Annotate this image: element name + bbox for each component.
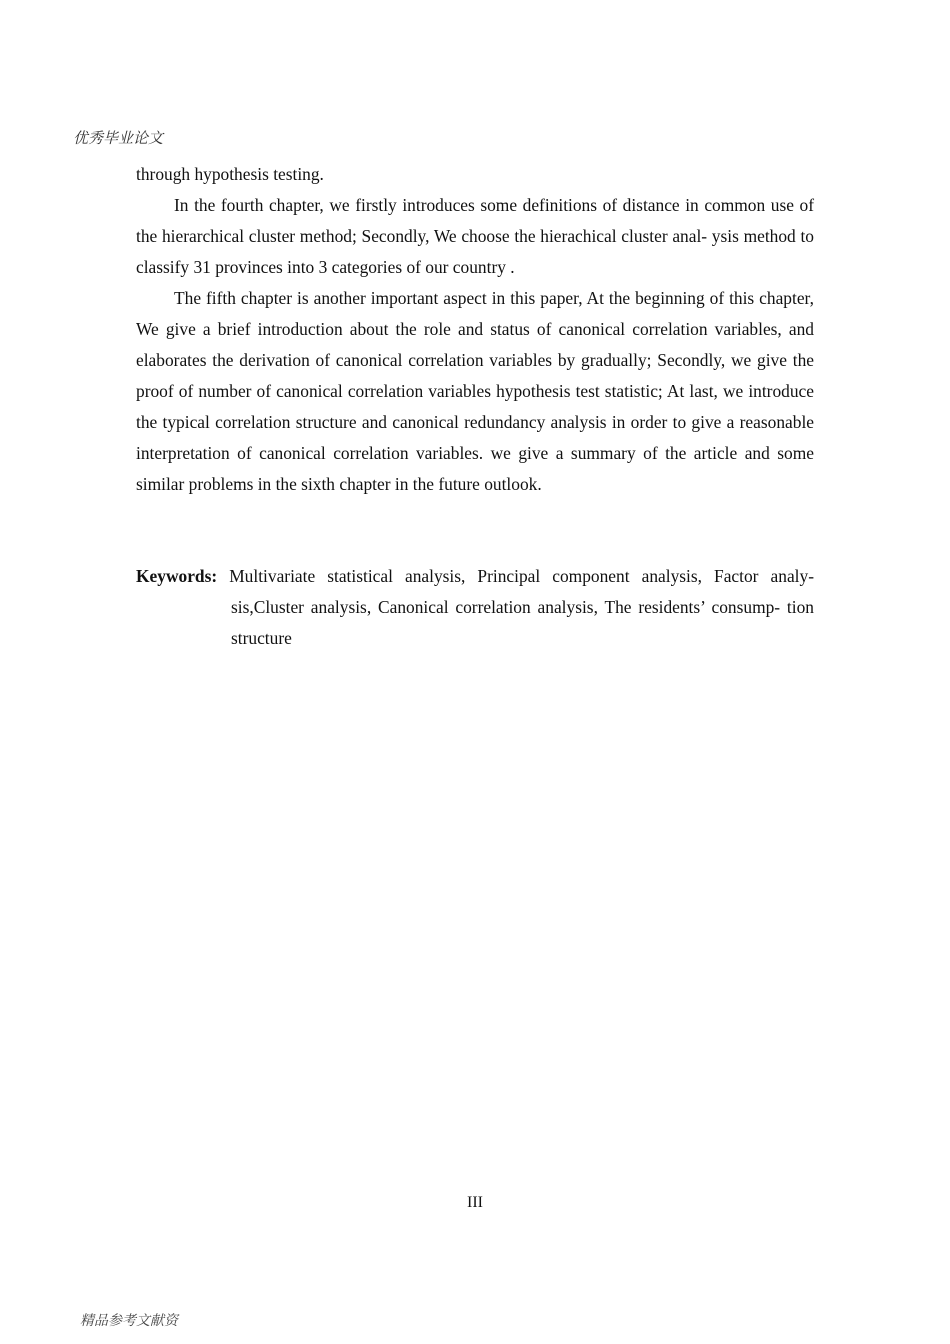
keywords-label: Keywords: bbox=[136, 566, 218, 586]
keywords-block bbox=[136, 561, 814, 654]
page-number: III bbox=[467, 1194, 483, 1211]
abstract-body bbox=[136, 159, 814, 500]
abstract-paragraph-fourth-chapter: In the fourth chapter, we firstly introduces some definitions of distance in common use of the hierarchical cluster method; Secondly, We choose the hierachical cluster anal- ysis method to classify 31 provinces into 3 categories of our country . bbox=[136, 195, 814, 277]
running-footer: 精品参考文献资 bbox=[80, 1313, 178, 1329]
abstract-paragraph-continuation: through hypothesis testing. bbox=[136, 164, 324, 184]
running-header: 优秀毕业论文 bbox=[73, 129, 164, 147]
keywords-text: Multivariate statistical analysis, Principal component analysis, Factor analy- sis,Cluster analysis, Canonical correlation analysis, The residents’ consump- tion structure bbox=[229, 566, 814, 648]
abstract-paragraph-fifth-chapter: The fifth chapter is another important aspect in this paper, At the beginning of this chapter, We give a brief introduction about the role and status of canonical correlation variables, and elaborates the derivation of canonical correlation variables by gradually; Secondly, we give the proof of number of canonical correlation variables hypothesis test statistic; At last, we introduce the typical correlation structure and canonical redundancy analysis in order to give a reasonable interpretation of canonical correlation variables. we give a summary of the article and some similar problems in the sixth chapter in the future outlook. bbox=[136, 288, 814, 494]
